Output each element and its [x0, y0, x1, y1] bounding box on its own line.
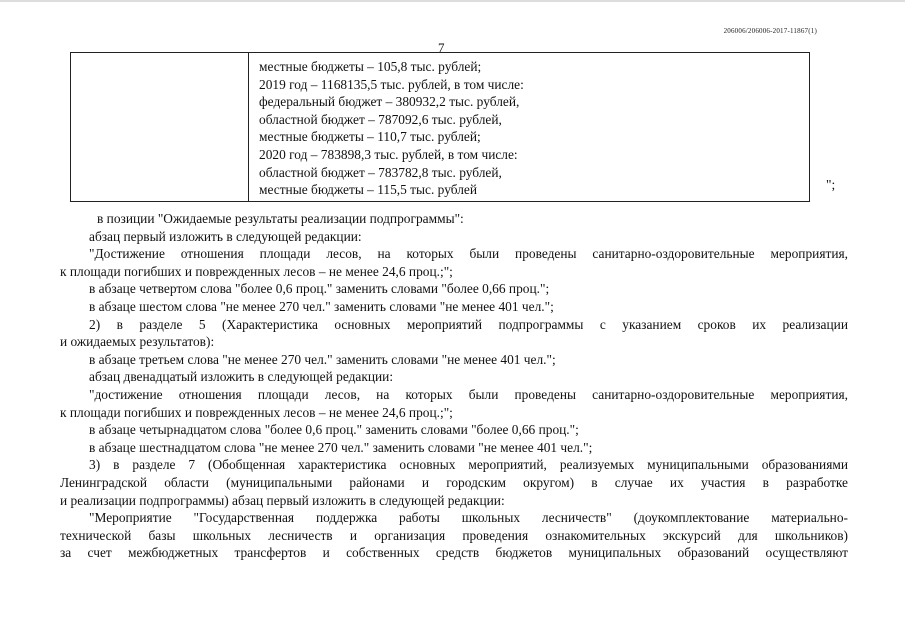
- scan-top-edge: [0, 0, 905, 2]
- paragraph: и ожидаемых результатов):: [60, 334, 215, 350]
- paragraph: 3) в разделе 7 (Обобщенная характеристика основных мероприятий, реализуемых муниципальными образованиями: [89, 457, 848, 473]
- table-line: 2020 год – 783898,3 тыс. рублей, в том числе:: [259, 146, 518, 162]
- paragraph: в абзаце четырнадцатом слова "более 0,6 проц." заменить словами "более 0,66 проц.";: [89, 422, 579, 438]
- paragraph: в абзаце шестнадцатом слова "не менее 270 чел." заменить словами "не менее 401 чел.";: [89, 439, 593, 455]
- table-line: местные бюджеты – 115,5 тыс. рублей: [259, 182, 477, 198]
- paragraph: технической базы школьных лесничеств и организация проведения ознакомительных экскурсий для школьников): [60, 527, 848, 543]
- paragraph: в абзаце шестом слова "не менее 270 чел." заменить словами "не менее 401 чел.";: [89, 298, 554, 314]
- page-number: 7: [438, 40, 445, 55]
- paragraph: "Достижение отношения площади лесов, на которых были проведены санитарно-оздоровительные мероприятия,: [89, 246, 848, 262]
- paragraph: абзац первый изложить в следующей редакции:: [89, 228, 362, 244]
- table-line: областной бюджет – 787092,6 тыс. рублей,: [259, 111, 502, 127]
- document-id: 206006/206006-2017-11867(1): [723, 27, 817, 35]
- table-column-divider: [248, 53, 249, 201]
- paragraph: в позиции "Ожидаемые результаты реализации подпрограммы":: [97, 211, 464, 226]
- paragraph: "Мероприятие "Государственная поддержка работы школьных лесничеств" (доукомплектование материально-: [89, 510, 848, 526]
- paragraph: к площади погибших и поврежденных лесов – не менее 24,6 проц.;";: [60, 263, 453, 279]
- table-line: местные бюджеты – 110,7 тыс. рублей;: [259, 129, 481, 145]
- budget-table: [70, 52, 810, 202]
- paragraph: в абзаце третьем слова "не менее 270 чел." заменить словами "не менее 401 чел.";: [89, 351, 556, 367]
- paragraph: в абзаце четвертом слова "более 0,6 проц." заменить словами "более 0,66 проц.";: [89, 281, 550, 297]
- paragraph: за счет межбюджетных трансфертов и собственных средств бюджетов муниципальных образований осуществляют: [60, 545, 848, 561]
- paragraph: 2) в разделе 5 (Характеристика основных мероприятий подпрограммы с указанием сроков их реализации: [89, 316, 848, 332]
- paragraph: абзац двенадцатый изложить в следующей редакции:: [89, 369, 394, 385]
- table-closing-mark: ";: [826, 177, 836, 192]
- paragraph: Ленинградской области (муниципальными районами и городским округом) в случае их участия в разработке: [60, 474, 848, 490]
- paragraph: и реализации подпрограммы) абзац первый изложить в следующей редакции:: [60, 492, 505, 508]
- table-line: федеральный бюджет – 380932,2 тыс. рублей,: [259, 94, 520, 110]
- table-line: 2019 год – 1168135,5 тыс. рублей, в том числе:: [259, 76, 524, 92]
- table-right-cell: [259, 58, 799, 199]
- table-line: местные бюджеты – 105,8 тыс. рублей;: [259, 59, 482, 74]
- paragraph: "достижение отношения площади лесов, на которых были проведены санитарно-оздоровительные мероприятия,: [89, 386, 848, 402]
- paragraph: к площади погибших и поврежденных лесов – не менее 24,6 проц.;";: [60, 404, 453, 420]
- document-body: [60, 210, 848, 562]
- table-line: областной бюджет – 783782,8 тыс. рублей,: [259, 164, 502, 180]
